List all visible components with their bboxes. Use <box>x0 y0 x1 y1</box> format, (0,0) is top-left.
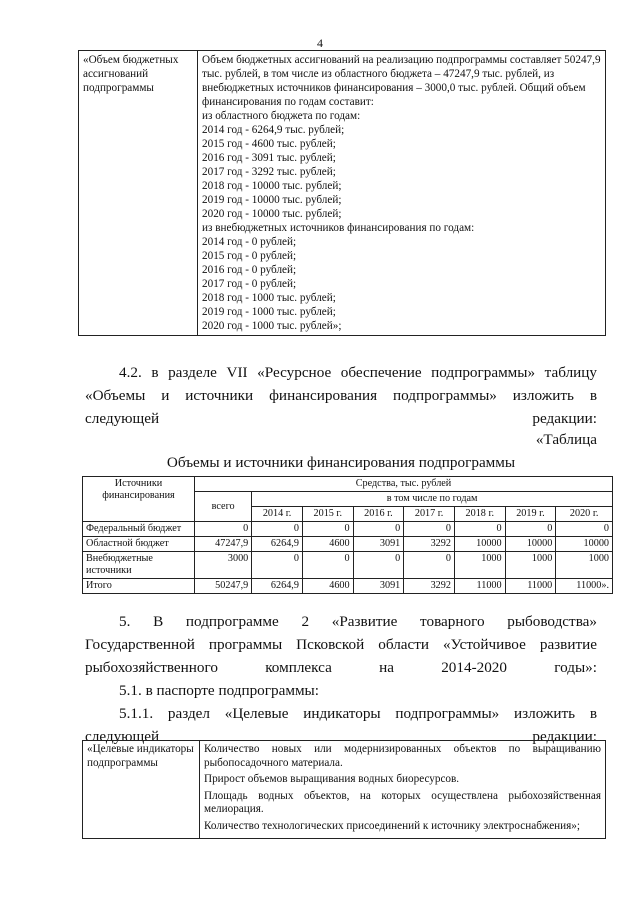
row-year-value: 11000 <box>505 579 556 594</box>
header-year: 2015 г. <box>302 507 353 522</box>
indicator-item: Количество новых или модернизированных объектов по выращиванию рыбопосадочного материала. <box>204 743 601 769</box>
row-year-value: 0 <box>404 552 455 579</box>
indicator-item: Прирост объемов выращивания водных биоресурсов. <box>204 773 460 785</box>
row-year-value: 0 <box>353 552 404 579</box>
header-including: в том числе по годам <box>252 492 613 507</box>
row-source-name: Внебюджетные источники <box>83 552 195 579</box>
row-year-value: 1000 <box>556 552 613 579</box>
row-year-value: 10000 <box>556 537 613 552</box>
header-total: всего <box>195 492 252 522</box>
indicator-item: Количество технологических присоединений к источнику электроснабжения»; <box>204 819 580 832</box>
indicators-label-cell: «Целевые индикаторы подпрограммы <box>83 741 200 839</box>
budget-line: 2018 год - 10000 тыс. рублей; <box>202 180 342 192</box>
budget-line: 2014 год - 0 рублей; <box>202 236 297 248</box>
row-year-value: 4600 <box>302 579 353 594</box>
budget-line: 2016 год - 3091 тыс. рублей; <box>202 152 336 164</box>
indicators-content-cell <box>200 741 606 839</box>
row-total-value: 50247,9 <box>195 579 252 594</box>
table-row <box>83 537 613 552</box>
row-year-value: 0 <box>302 522 353 537</box>
header-funds: Средства, тыс. рублей <box>195 477 613 492</box>
row-year-value: 3091 <box>353 579 404 594</box>
table-marker: «Таблица <box>535 431 597 448</box>
paragraph-5-1: 5.1. в паспорте подпрограммы: <box>119 682 319 699</box>
page-number: 4 <box>317 36 323 50</box>
budget-content-cell <box>198 51 606 336</box>
header-year: 2018 г. <box>454 507 505 522</box>
row-year-value: 0 <box>252 552 303 579</box>
budget-label-cell: «Объем бюджетных ассигнований подпрограммы <box>79 51 198 336</box>
budget-line: 2019 год - 1000 тыс. рублей; <box>202 306 336 318</box>
budget-line: 2018 год - 1000 тыс. рублей; <box>202 292 336 304</box>
indicator-item: Площадь водных объектов, на которых осуществлена рыбохозяйственная мелиорация. <box>204 789 601 815</box>
row-year-value: 1000 <box>454 552 505 579</box>
row-source-name: Федеральный бюджет <box>83 522 195 537</box>
table-row <box>83 579 613 594</box>
header-year: 2020 г. <box>556 507 613 522</box>
row-year-value: 3292 <box>404 537 455 552</box>
table-row <box>83 522 613 537</box>
table-row <box>83 552 613 579</box>
funding-sources-table <box>82 476 613 594</box>
row-year-value: 0 <box>252 522 303 537</box>
budget-line: 2017 год - 0 рублей; <box>202 278 297 290</box>
row-year-value: 6264,9 <box>252 579 303 594</box>
row-year-value: 1000 <box>505 552 556 579</box>
budget-line: 2015 год - 0 рублей; <box>202 250 297 262</box>
indicators-table <box>82 740 606 839</box>
row-year-value: 6264,9 <box>252 537 303 552</box>
budget-line: 2020 год - 10000 тыс. рублей; <box>202 208 342 220</box>
paragraph-5: 5. В подпрограмме 2 «Развитие товарного рыбоводства» Государственной программы Псковской области «Устойчивое развитие рыбохозяйственного комплекса на 2014-2020 годы»: <box>85 613 597 676</box>
budget-line: 2015 год - 4600 тыс. рублей; <box>202 138 336 150</box>
row-year-value: 4600 <box>302 537 353 552</box>
header-source: Источники финансирования <box>83 477 195 522</box>
header-year: 2017 г. <box>404 507 455 522</box>
table-title: Объемы и источники финансирования подпрограммы <box>166 454 516 471</box>
header-year: 2014 г. <box>252 507 303 522</box>
row-source-name: Итого <box>83 579 195 594</box>
budget-line: из внебюджетных источников финансирования по годам: <box>202 222 475 234</box>
budget-line: 2020 год - 1000 тыс. рублей»; <box>202 320 342 332</box>
row-year-value: 10000 <box>454 537 505 552</box>
budget-line: 2016 год - 0 рублей; <box>202 264 297 276</box>
budget-line: 2019 год - 10000 тыс. рублей; <box>202 194 342 206</box>
row-year-value: 3091 <box>353 537 404 552</box>
budget-passport-table <box>78 50 606 336</box>
row-year-value: 10000 <box>505 537 556 552</box>
row-year-value: 0 <box>505 522 556 537</box>
row-year-value: 0 <box>556 522 613 537</box>
row-year-value: 0 <box>454 522 505 537</box>
header-year: 2019 г. <box>505 507 556 522</box>
row-total-value: 47247,9 <box>195 537 252 552</box>
row-year-value: 3292 <box>404 579 455 594</box>
budget-line: 2017 год - 3292 тыс. рублей; <box>202 166 336 178</box>
row-year-value: 0 <box>302 552 353 579</box>
row-year-value: 11000 <box>454 579 505 594</box>
budget-line: 2014 год - 6264,9 тыс. рублей; <box>202 124 345 136</box>
row-total-value: 0 <box>195 522 252 537</box>
row-year-value: 0 <box>404 522 455 537</box>
budget-summary: Объем бюджетных ассигнований на реализацию подпрограммы составляет 50247,9 тыс. рублей, в том числе из областного бюджета – 47247,9 тыс. рублей, из внебюджетных источников финансирования – 3000,0 тыс. рублей. Общий объем финансирования по годам составит: <box>202 54 601 108</box>
row-source-name: Областной бюджет <box>83 537 195 552</box>
paragraph-5-1-1: 5.1.1. раздел «Целевые индикаторы подпрограммы» изложить в следующей редакции: <box>85 705 597 745</box>
budget-line: из областного бюджета по годам: <box>202 110 361 122</box>
paragraph-4-2: 4.2. в разделе VII «Ресурсное обеспечение подпрограммы» таблицу «Объемы и источники финансирования подпрограммы» изложить в следующей редакции: <box>85 364 597 427</box>
row-year-value: 0 <box>353 522 404 537</box>
row-total-value: 3000 <box>195 552 252 579</box>
row-year-value: 11000». <box>556 579 613 594</box>
header-year: 2016 г. <box>353 507 404 522</box>
